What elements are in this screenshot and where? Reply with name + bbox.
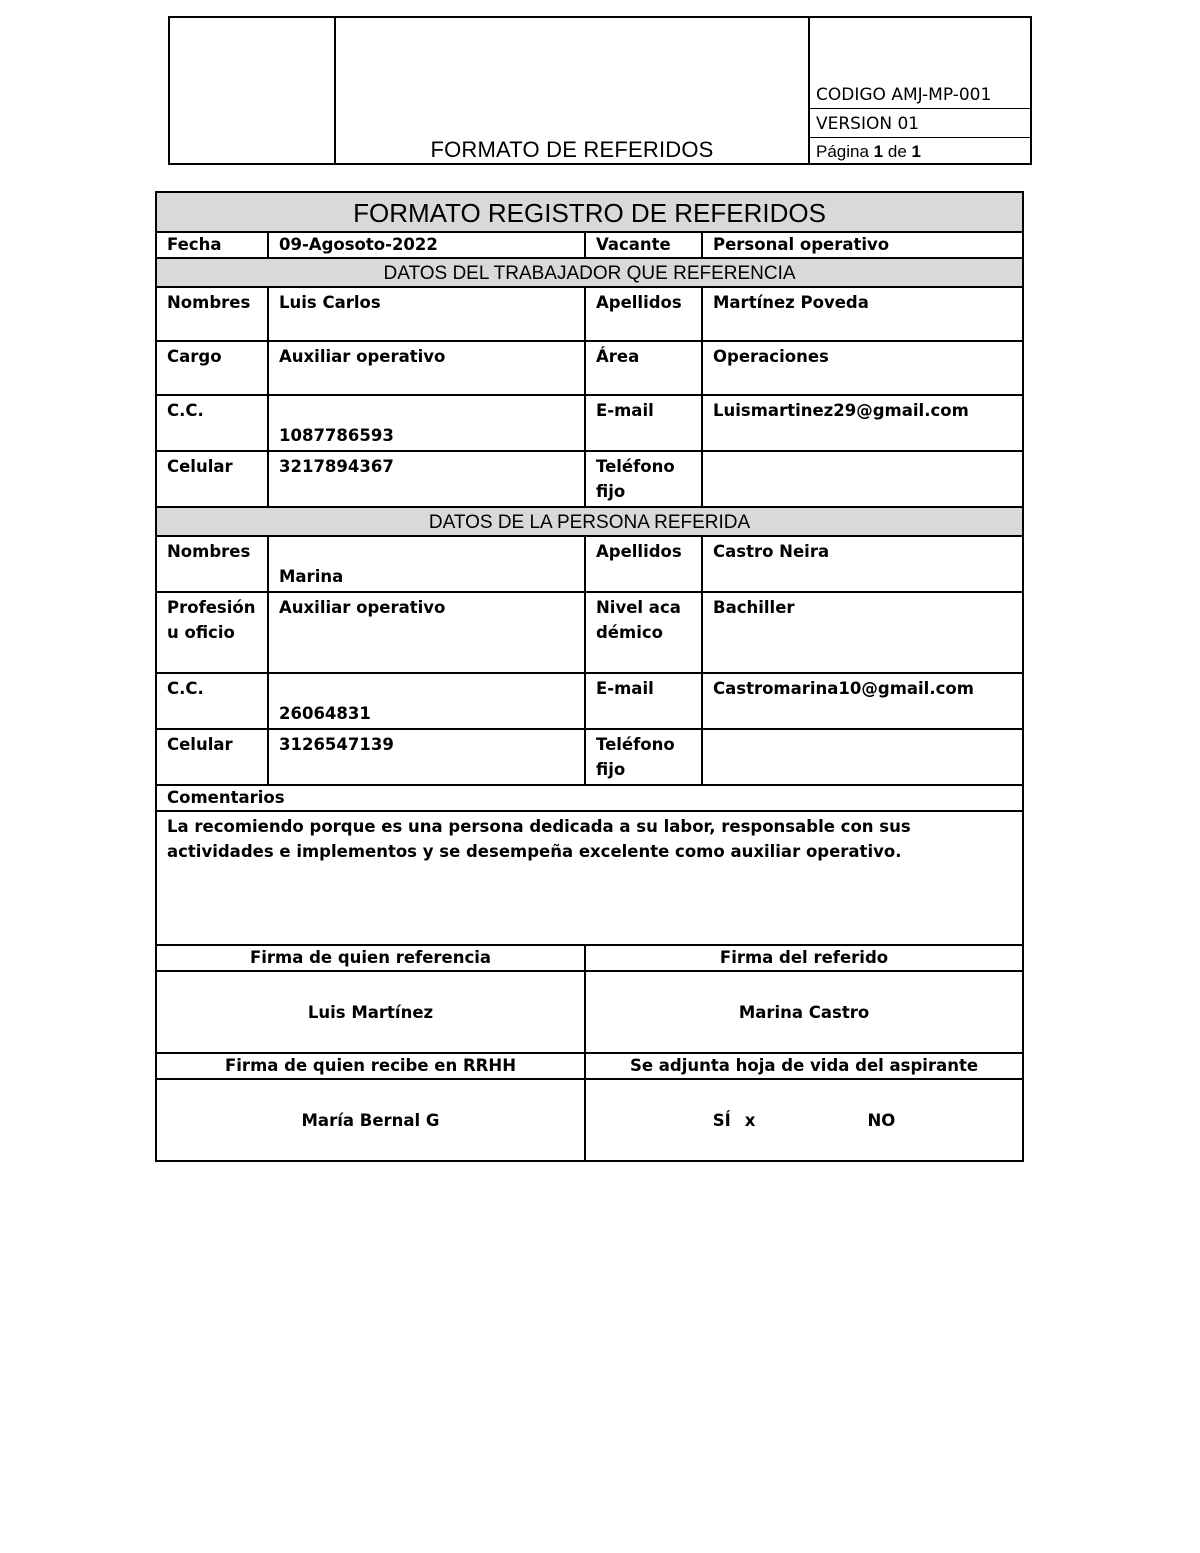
referred-apellidos-label: Apellidos (585, 536, 702, 592)
page-prefix: Página (816, 142, 874, 161)
firma-rrhh-value[interactable]: María Bernal G (156, 1079, 585, 1161)
referred-cc-label: C.C. (156, 673, 268, 729)
worker-email-value[interactable]: Luismartinez29@gmail.com (702, 395, 1023, 451)
document-code: CODIGO AMJ-MP-001 (810, 81, 1030, 109)
worker-cargo-label: Cargo (156, 341, 268, 395)
worker-email-label: E-mail (585, 395, 702, 451)
worker-apellidos-value[interactable]: Martínez Poveda (702, 287, 1023, 341)
referred-email-label: E-mail (585, 673, 702, 729)
worker-cc-label: C.C. (156, 395, 268, 451)
fecha-label: Fecha (156, 232, 268, 258)
section-referred-title: DATOS DE LA PERSONA REFERIDA (156, 507, 1023, 536)
page-current: 1 (873, 142, 884, 161)
referred-telefono-label: Teléfono fijo (585, 729, 702, 785)
fecha-value[interactable]: 09-Agosoto-2022 (268, 232, 585, 258)
worker-area-value[interactable]: Operaciones (702, 341, 1023, 395)
page-total: 1 (911, 142, 921, 161)
vacante-label: Vacante (585, 232, 702, 258)
section-worker-title: DATOS DEL TRABAJADOR QUE REFERENCIA (156, 258, 1023, 287)
referred-email-value[interactable]: Castromarina10@gmail.com (702, 673, 1023, 729)
worker-celular-label: Celular (156, 451, 268, 507)
vacante-value[interactable]: Personal operativo (702, 232, 1023, 258)
hoja-vida-si-option[interactable] (713, 1108, 756, 1133)
referred-telefono-value[interactable] (702, 729, 1023, 785)
worker-telefono-value[interactable] (702, 451, 1023, 507)
hoja-vida-no-label: NO (867, 1110, 896, 1130)
referred-apellidos-value[interactable]: Castro Neira (702, 536, 1023, 592)
worker-nombres-label: Nombres (156, 287, 268, 341)
firma-referido-label: Firma del referido (585, 945, 1023, 971)
worker-celular-value[interactable]: 3217894367 (268, 451, 585, 507)
comentarios-label: Comentarios (156, 785, 1023, 811)
form-title: FORMATO REGISTRO DE REFERIDOS (156, 192, 1023, 232)
hoja-vida-no-option[interactable] (867, 1108, 895, 1133)
logo-placeholder (170, 18, 336, 163)
referred-celular-label: Celular (156, 729, 268, 785)
worker-apellidos-label: Apellidos (585, 287, 702, 341)
referred-profesion-value[interactable]: Auxiliar operativo (268, 592, 585, 673)
worker-cargo-value[interactable]: Auxiliar operativo (268, 341, 585, 395)
hoja-vida-si-label: SÍ (712, 1110, 731, 1130)
referred-nombres-cell[interactable] (268, 536, 585, 592)
page-of: de (883, 142, 912, 161)
page-number (810, 138, 1030, 166)
document-version: VERSION 01 (810, 110, 1030, 138)
firma-referido-value[interactable]: Marina Castro (585, 971, 1023, 1053)
firma-referencia-value[interactable]: Luis Martínez (156, 971, 585, 1053)
worker-cc-cell[interactable] (268, 395, 585, 451)
referred-nivel-value[interactable]: Bachiller (702, 592, 1023, 673)
referred-celular-value[interactable]: 3126547139 (268, 729, 585, 785)
hoja-vida-label: Se adjunta hoja de vida del aspirante (585, 1053, 1023, 1079)
referred-profesion-label: Profesión u oficio (156, 592, 268, 673)
worker-telefono-label: Teléfono fijo (585, 451, 702, 507)
comentarios-value[interactable]: La recomiendo porque es una persona dedicada a su labor, responsable con sus actividades e implementos y se desempeña excelente como auxiliar operativo. (156, 811, 1023, 945)
worker-area-label: Área (585, 341, 702, 395)
referral-form (155, 191, 1024, 1162)
worker-cc-value: 1087786593 (279, 426, 394, 445)
worker-nombres-value[interactable]: Luis Carlos (268, 287, 585, 341)
header-title-cell (336, 18, 810, 163)
referred-cc-cell[interactable] (268, 673, 585, 729)
document-codes (810, 18, 1030, 163)
referred-nombres-label: Nombres (156, 536, 268, 592)
hoja-vida-options (585, 1079, 1023, 1161)
header-title: FORMATO DE REFERIDOS (430, 137, 714, 162)
document-header (168, 16, 1032, 165)
hoja-vida-si-mark: x (744, 1110, 756, 1130)
firma-referencia-label: Firma de quien referencia (156, 945, 585, 971)
referred-nivel-label: Nivel académico (585, 592, 702, 673)
referred-nombres-value: Marina (279, 567, 344, 586)
firma-rrhh-label: Firma de quien recibe en RRHH (156, 1053, 585, 1079)
referred-cc-value: 26064831 (279, 704, 371, 723)
